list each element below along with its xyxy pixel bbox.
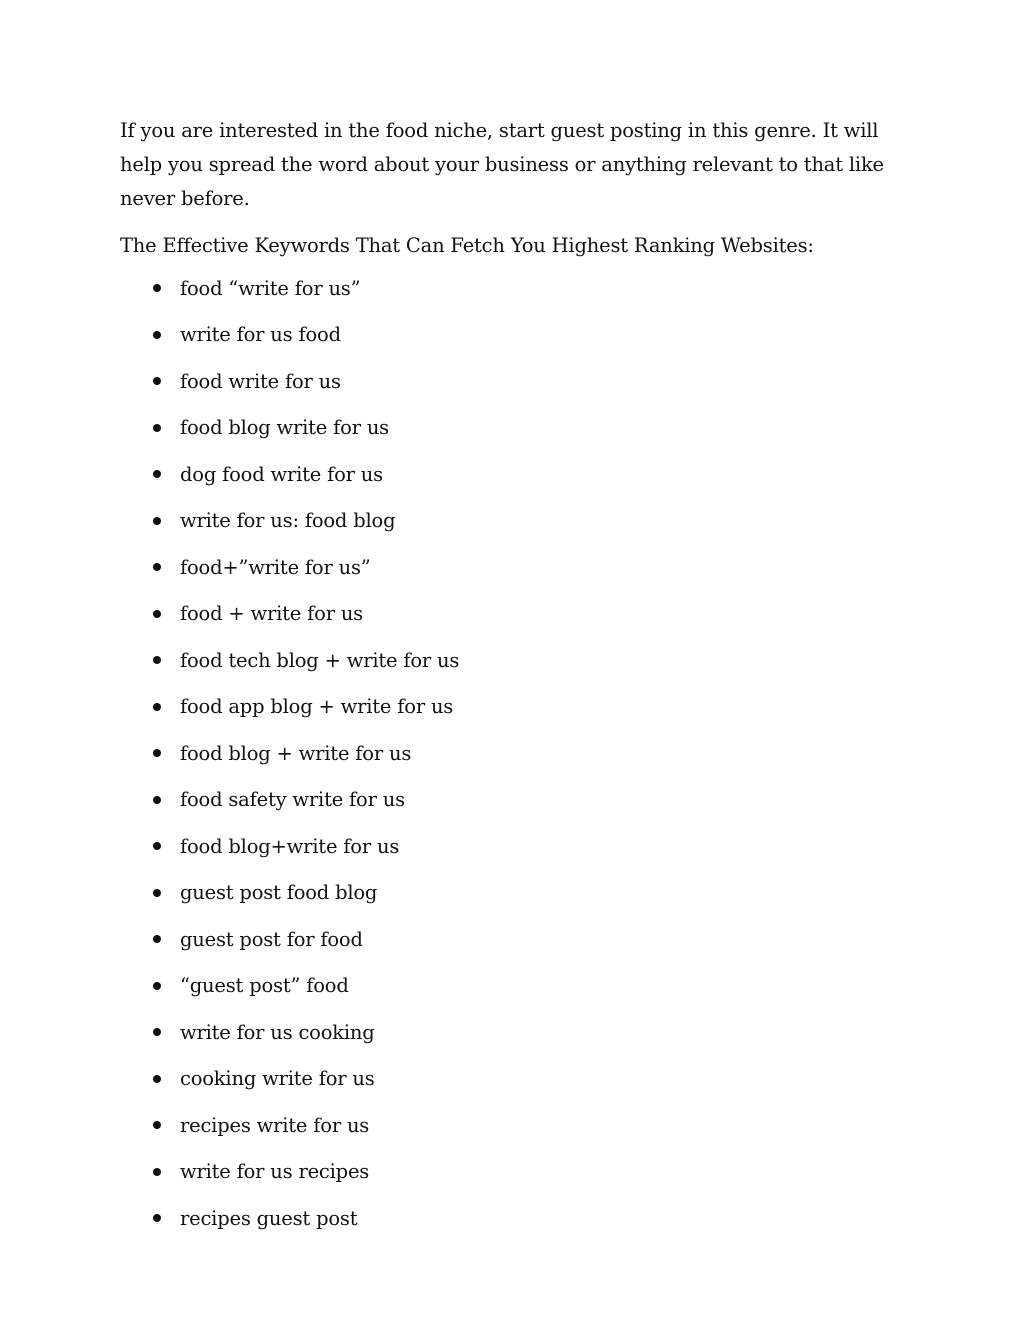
list-item [120,963,920,1010]
list-item [120,684,920,731]
intro-paragraph: If you are interested in the food niche, start guest posting in this genre. It will help you spread the word about your business or anything relevant to that like never before. [120,119,884,210]
bullet-icon [153,517,161,525]
keyword-text: food safety write for us [180,788,405,812]
keyword-text: food tech blog + write for us [180,648,460,672]
keyword-text: write for us recipes [180,1160,370,1184]
keyword-text: dog food write for us [180,462,383,486]
keyword-text: write for us food [180,323,341,347]
bullet-icon [153,1121,161,1129]
bullet-icon [153,331,161,339]
list-item [120,405,920,452]
document-body [120,114,920,1242]
bullet-icon [153,982,161,990]
list-item [120,1056,920,1103]
bullet-icon [153,284,161,292]
list-item [120,730,920,777]
bullet-icon [153,377,161,385]
list-item [120,265,920,312]
keyword-text: guest post for food [180,927,363,951]
keyword-text: food+”write for us” [180,555,371,579]
keyword-text: “guest post” food [180,974,349,998]
keyword-text: guest post food blog [180,881,378,905]
keyword-text: food app blog + write for us [180,695,454,719]
keyword-list [120,265,920,1242]
bullet-icon [153,1214,161,1222]
list-item [120,1102,920,1149]
list-item [120,451,920,498]
keyword-text: food “write for us” [180,276,361,300]
list-item [120,777,920,824]
keyword-text: cooking write for us [180,1067,375,1091]
keyword-text: food + write for us [180,602,363,626]
list-item [120,1149,920,1196]
bullet-icon [153,1168,161,1176]
keyword-text: write for us: food blog [180,509,396,533]
list-item [120,916,920,963]
bullet-icon [153,424,161,432]
bullet-icon [153,749,161,757]
keyword-text: recipes guest post [180,1206,358,1230]
bullet-icon [153,842,161,850]
bullet-icon [153,470,161,478]
keyword-text: food blog+write for us [180,834,400,858]
bullet-icon [153,563,161,571]
bullet-icon [153,889,161,897]
list-item [120,498,920,545]
keyword-text: recipes write for us [180,1113,370,1137]
list-item [120,1009,920,1056]
bullet-icon [153,703,161,711]
list-item [120,1195,920,1242]
keyword-text: write for us cooking [180,1020,375,1044]
list-item [120,870,920,917]
keyword-text: food blog write for us [180,416,389,440]
bullet-icon [153,610,161,618]
keywords-heading: The Effective Keywords That Can Fetch You Highest Ranking Websites: [120,234,814,257]
list-item [120,637,920,684]
keyword-text: food write for us [180,369,341,393]
bullet-icon [153,1028,161,1036]
bullet-icon [153,796,161,804]
bullet-icon [153,656,161,664]
list-item [120,358,920,405]
list-item [120,591,920,638]
list-item [120,312,920,359]
list-item [120,544,920,591]
bullet-icon [153,935,161,943]
list-item [120,823,920,870]
bullet-icon [153,1075,161,1083]
keyword-text: food blog + write for us [180,741,412,765]
